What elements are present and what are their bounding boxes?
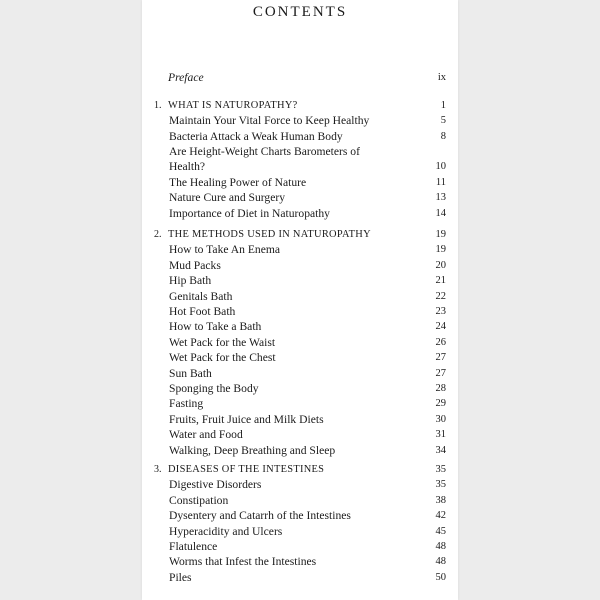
page-number: 8 (440, 130, 446, 142)
entry-title: Mud Packs (169, 258, 221, 272)
entry-title: Walking, Deep Breathing and Sleep (169, 443, 336, 457)
toc-entry (142, 493, 458, 508)
toc-entry (142, 524, 458, 539)
page-number: 35 (435, 479, 446, 491)
toc-entry (142, 190, 458, 205)
page-number: 29 (435, 398, 446, 410)
toc-entry (142, 273, 458, 288)
toc-entry (142, 554, 458, 569)
page-number: 10 (435, 161, 446, 173)
page-number: 26 (435, 336, 446, 348)
toc-entry (142, 289, 458, 304)
toc-entry (142, 206, 458, 221)
toc-entry (142, 129, 458, 144)
entry-title: Importance of Diet in Naturopathy (169, 206, 330, 220)
toc-entry (142, 508, 458, 523)
page-number: 20 (435, 259, 446, 271)
page-number: 50 (435, 571, 446, 583)
entry-title: Hip Bath (169, 274, 212, 288)
chapter-number: 1. (154, 100, 162, 111)
entry-title: Piles (169, 570, 192, 584)
toc-entry (142, 144, 458, 174)
toc-entry (142, 539, 458, 554)
page-number: 1 (440, 100, 446, 111)
page-number: 28 (435, 383, 446, 394)
book-page (142, 0, 458, 600)
page-number: 11 (435, 177, 446, 188)
entry-title: Hot Foot Bath (169, 305, 236, 318)
entry-title: The Healing Power of Nature (169, 176, 307, 189)
entry-title: Dysentery and Catarrh of the Intestines (169, 509, 351, 523)
entry-title-continued: Health? (169, 160, 206, 174)
toc-entry (142, 443, 458, 458)
toc-chapter (142, 227, 458, 242)
page-number: 5 (440, 115, 446, 127)
entry-title: Wet Pack for the Chest (169, 351, 276, 365)
toc-entry (142, 242, 458, 257)
toc-entry (142, 304, 458, 319)
entry-title: THE METHODS USED IN NATUROPATHY (168, 229, 371, 240)
page-number: 48 (435, 541, 446, 552)
entry-title: Nature Cure and Surgery (169, 191, 286, 205)
page-number: 24 (435, 321, 446, 333)
entry-title: Sponging the Body (169, 382, 259, 395)
page-number: ix (437, 72, 446, 83)
page-number: 22 (435, 290, 446, 302)
page-number: 45 (435, 525, 446, 537)
entry-title: Genitals Bath (169, 289, 233, 303)
entry-title: How to Take a Bath (169, 320, 262, 334)
toc-entry (142, 258, 458, 273)
toc-entry (142, 396, 458, 411)
toc-chapter (142, 98, 458, 113)
toc-chapter (142, 462, 458, 477)
toc-entry (142, 366, 458, 381)
toc-entry (142, 427, 458, 442)
toc-preface (142, 70, 458, 85)
toc-entry (142, 412, 458, 427)
page-number: 13 (435, 192, 446, 204)
entry-title: Fasting (169, 397, 204, 411)
page-number: 27 (435, 352, 446, 364)
entry-title: WHAT IS NATUROPATHY? (168, 100, 298, 111)
toc-entry (142, 350, 458, 365)
contents-title: CONTENTS (252, 4, 348, 20)
toc-entry (142, 335, 458, 350)
toc-entry (142, 319, 458, 334)
toc-entry (142, 113, 458, 128)
chapter-number: 3. (154, 464, 162, 475)
entry-title: Digestive Disorders (169, 478, 262, 492)
toc-entry (142, 175, 458, 190)
entry-title: DISEASES OF THE INTESTINES (168, 464, 325, 475)
toc-entry (142, 477, 458, 492)
table-of-contents (142, 0, 458, 600)
entry-title: Fruits, Fruit Juice and Milk Diets (169, 412, 324, 426)
toc-entry (142, 381, 458, 396)
page-number: 38 (435, 494, 446, 506)
page-number: 30 (435, 413, 446, 425)
entry-title: How to Take An Enema (169, 243, 281, 257)
entry-title: Sun Bath (169, 366, 212, 380)
entry-title: Are Height-Weight Charts Barometers of (169, 145, 360, 159)
page-number: 19 (435, 229, 446, 240)
page-number: 19 (435, 244, 446, 256)
page-number: 34 (435, 444, 446, 456)
entry-title: Flatulence (169, 540, 218, 553)
page-number: 14 (435, 207, 446, 219)
entry-title: Maintain Your Vital Force to Keep Healthy (169, 114, 370, 128)
page-number: 48 (435, 556, 446, 568)
entry-title: Hyperacidity and Ulcers (169, 524, 283, 538)
entry-title: Constipation (169, 493, 229, 507)
entry-title: Worms that Infest the Intestines (169, 555, 317, 569)
entry-title: Wet Pack for the Waist (169, 335, 276, 349)
chapter-number: 2. (154, 229, 162, 240)
entry-title: Water and Food (169, 428, 243, 442)
page-number: 42 (435, 510, 446, 522)
page-number: 21 (435, 275, 446, 287)
page-number: 35 (435, 464, 446, 475)
toc-entry (142, 570, 458, 585)
entry-title: Preface (168, 71, 204, 84)
page-number: 31 (435, 429, 446, 441)
page-number: 27 (435, 367, 446, 379)
page-number: 23 (435, 306, 446, 317)
entry-title: Bacteria Attack a Weak Human Body (169, 129, 343, 143)
